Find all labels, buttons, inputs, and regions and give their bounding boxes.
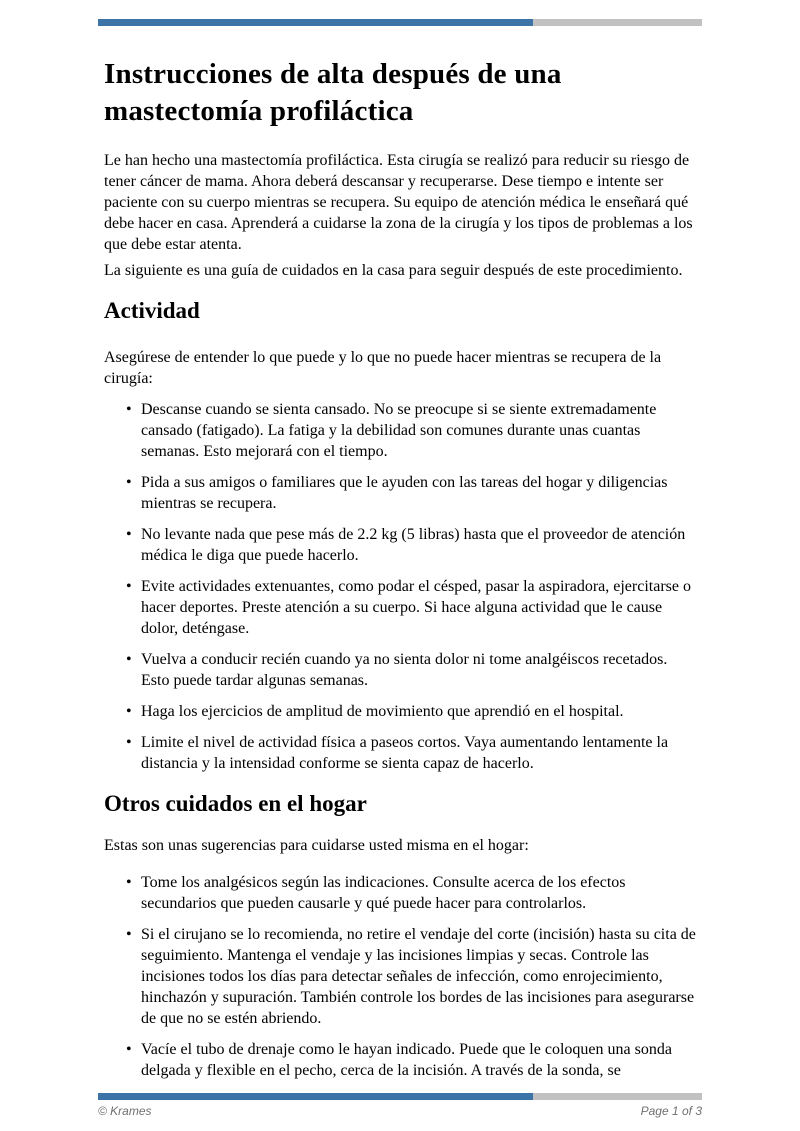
list-item — [126, 472, 702, 514]
section-intro-actividad: Asegúrese de entender lo que puede y lo que no puede hacer mientras se recupera de la cirugía: — [104, 349, 662, 387]
home-care-bullet-list — [98, 872, 702, 1081]
list-item — [126, 732, 702, 774]
footer-bar-gray-segment — [533, 1093, 702, 1100]
list-item-text: Tome los analgésicos según las indicaciones. Consulte acerca de los efectos secundarios que pueden causarle y qué puede hacer para controlarlos. — [141, 874, 626, 912]
bullet-icon: • — [126, 401, 132, 418]
list-item-text: No levante nada que pese más de 2.2 kg (5 libras) hasta que el proveedor de atención médica le diga que puede hacerlo. — [141, 526, 686, 564]
bullet-icon: • — [126, 578, 132, 595]
header-bar-gray-segment — [533, 19, 702, 26]
page-number: Page 1 of 3 — [640, 1104, 702, 1118]
footer-bar-blue-segment — [98, 1093, 533, 1100]
list-item-text: Vuelva a conducir recién cuando ya no sienta dolor ni tome analgéiscos recetados. Esto puede tardar algunas semanas. — [141, 651, 668, 689]
list-item — [126, 701, 702, 722]
list-item-text: Pida a sus amigos o familiares que le ayuden con las tareas del hogar y diligencias mientras se recupera. — [141, 474, 668, 512]
copyright-text: © Krames — [98, 1104, 152, 1118]
bullet-icon: • — [126, 1041, 132, 1058]
bullet-icon: • — [126, 474, 132, 491]
bullet-icon: • — [126, 651, 132, 668]
list-item-text: Haga los ejercicios de amplitud de movimiento que aprendió en el hospital. — [141, 703, 624, 720]
page-footer — [98, 1093, 702, 1118]
page-title: Instrucciones de alta después de una mastectomía profiláctica — [104, 58, 562, 127]
footer-accent-bar — [98, 1093, 702, 1100]
list-item-text: Limite el nivel de actividad física a paseos cortos. Vaya aumentando lentamente la distancia y la intensidad conforme se sienta capaz de hacerlo. — [141, 734, 669, 772]
header-bar-blue-segment — [98, 19, 533, 26]
bullet-icon: • — [126, 874, 132, 891]
section-heading-otros-cuidados: Otros cuidados en el hogar — [104, 791, 367, 816]
intro-paragraph-2: La siguiente es una guía de cuidados en la casa para seguir después de este procedimiento. — [104, 262, 683, 279]
section-intro-otros-cuidados: Estas son unas sugerencias para cuidarse usted misma en el hogar: — [104, 837, 529, 854]
list-item-text: Descanse cuando se sienta cansado. No se preocupe si se siente extremadamente cansado (fatigado). La fatiga y la debilidad son comunes durante unas cuantas semanas. Esto mejorará con el tiempo. — [141, 401, 657, 460]
header-accent-bar — [98, 19, 702, 26]
list-item — [126, 524, 702, 566]
list-item — [126, 872, 702, 914]
list-item — [126, 649, 702, 691]
list-item-text: Vacíe el tubo de drenaje como le hayan indicado. Puede que le coloquen una sonda delgada y flexible en el pecho, cerca de la incisión. A través de la sonda, se — [141, 1041, 672, 1079]
list-item — [126, 924, 702, 1029]
list-item — [126, 1039, 702, 1081]
list-item-text: Si el cirujano se lo recomienda, no retire el vendaje del corte (incisión) hasta su cita de seguimiento. Mantenga el vendaje y las incisiones limpias y secas. Controle las incisiones todos los días para detectar señales de infección, como enrojecimiento, hinchazón y supuración. También controle los bordes de las incisiones para asegurarse de que no se estén abriendo. — [141, 926, 696, 1027]
footer-text-row — [98, 1104, 702, 1118]
list-item-text: Evite actividades extenuantes, como podar el césped, pasar la aspiradora, ejercitarse o hacer deportes. Preste atención a su cuerpo. Si hace alguna actividad que le cause dolor, deténgase. — [141, 578, 691, 637]
bullet-icon: • — [126, 703, 132, 720]
list-item — [126, 576, 702, 639]
bullet-icon: • — [126, 926, 132, 943]
list-item — [126, 399, 702, 462]
intro-paragraph-1: Le han hecho una mastectomía profiláctica. Esta cirugía se realizó para reducir su riesgo de tener cáncer de mama. Ahora deberá descansar y recuperarse. Dese tiempo e intente ser paciente con su cuerpo mientras se recupera. Su equipo de atención médica le enseñará qué debe hacer en casa. Aprenderá a cuidarse la zona de la cirugía y los tipos de problemas a los que debe estar atenta. — [104, 152, 693, 253]
section-heading-actividad: Actividad — [104, 298, 200, 323]
bullet-icon: • — [126, 526, 132, 543]
document-content — [98, 0, 702, 1081]
bullet-icon: • — [126, 734, 132, 751]
activity-bullet-list — [98, 399, 702, 774]
